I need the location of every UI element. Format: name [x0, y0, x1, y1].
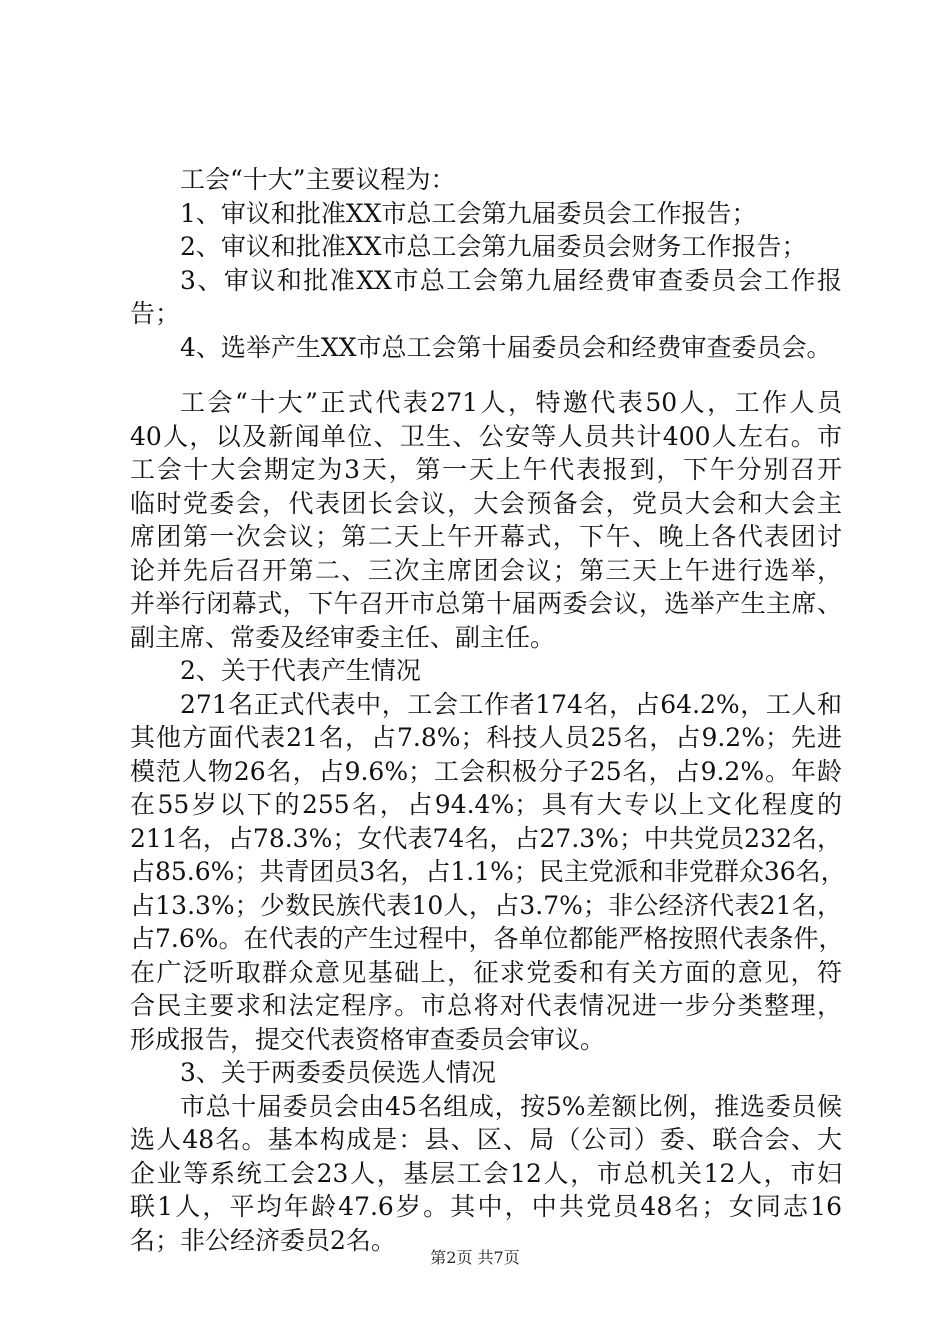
- agenda-item-3: 3、审议和批准XX市总工会第九届经费审查委员会工作报: [180, 265, 842, 295]
- paragraph-line: 副主席、常委及经审委主任、副主任。: [130, 622, 556, 652]
- paragraph-line: 联1人，平均年龄47.6岁。其中，中共党员48名；女同志16: [130, 1192, 842, 1221]
- delegates-section: [130, 654, 846, 1056]
- paragraph-line: 占13.3%；少数民族代表10人，占3.7%；非公经济代表21名，: [130, 890, 842, 920]
- paragraph-line: 在55岁以下的255名，占94.4%；具有大专以上文化程度的: [130, 790, 842, 819]
- paragraph-line: 名；非公经济委员2名。: [130, 1225, 396, 1255]
- paragraph-line: 占85.6%；共青团员3名，占1.1%；民主党派和非党群众36名，: [130, 857, 846, 886]
- paragraph-line: 271名正式代表中，工会工作者174名，占64.2%，工人和: [180, 689, 842, 719]
- paragraph-line: 模范人物26名，占9.6%；工会积极分子25名，占9.2%。年龄: [130, 756, 842, 786]
- paragraph-line: 211名，占78.3%；女代表74名，占27.3%；中共党员232名，: [130, 823, 842, 853]
- paragraph-line: 占7.6%。在代表的产生过程中，各单位都能严格按照代表条件，: [130, 924, 844, 953]
- paragraph-line: 论并先后召开第二、三次主席团会议；第三天上午进行选举，: [130, 555, 842, 585]
- agenda-section: [130, 163, 842, 364]
- paragraph-line: 企业等系统工会23人，基层工会12人，市总机关12人，市妇: [130, 1158, 842, 1188]
- agenda-heading: 工会“十大”主要议程为：: [180, 165, 456, 194]
- paragraph-line: 市总十届委员会由45名组成，按5%差额比例，推选委员候: [180, 1091, 842, 1121]
- document-body: [130, 163, 846, 1257]
- paragraph-line: 形成报告，提交代表资格审查委员会审议。: [130, 1024, 606, 1054]
- paragraph-line: 40人，以及新闻单位、卫生、公安等人员共计400人左右。市: [130, 421, 842, 451]
- paragraph-line: 并举行闭幕式，下午召开市总第十届两委会议，选举产生主席、: [130, 589, 842, 618]
- paragraph-gap: [130, 364, 842, 386]
- paragraph-line: 选人48名。基本构成是：县、区、局（公司）委、联合会、大: [130, 1125, 842, 1154]
- paragraph-line: 工会十大会期定为3天，第一天上午代表报到，下午分别召开: [130, 455, 842, 484]
- paragraph-line: 其他方面代表21名，占7.8%；科技人员25名，占9.2%；先进: [130, 723, 842, 752]
- paragraph-line: 在广泛听取群众意见基础上，征求党委和有关方面的意见，符: [130, 957, 842, 987]
- candidates-section: [130, 1056, 842, 1257]
- agenda-item-1: 1、审议和批准XX市总工会第九届委员会工作报告；: [180, 198, 757, 228]
- agenda-item-3-continued: 告；: [130, 299, 181, 328]
- page-number-footer: 第2页 共7页: [430, 1248, 520, 1267]
- agenda-item-2: 2、审议和批准XX市总工会第九届委员会财务工作报告；: [180, 232, 807, 261]
- arrangement-paragraph: [130, 386, 842, 654]
- paragraph-line: 席团第一次会议；第二天上午开幕式，下午、晚上各代表团讨: [130, 522, 842, 551]
- paragraph-line: 合民主要求和法定程序。市总将对代表情况进一步分类整理，: [130, 991, 842, 1020]
- section-heading: 2、关于代表产生情况: [180, 656, 421, 685]
- agenda-item-4: 4、选举产生XX市总工会第十届委员会和经费审查委员会。: [180, 332, 832, 362]
- section-heading: 3、关于两委委员侯选人情况: [180, 1058, 496, 1087]
- paragraph-line: 临时党委会，代表团长会议，大会预备会，党员大会和大会主: [130, 488, 842, 518]
- paragraph-line: 工会“十大”正式代表271人，特邀代表50人，工作人员: [180, 388, 842, 417]
